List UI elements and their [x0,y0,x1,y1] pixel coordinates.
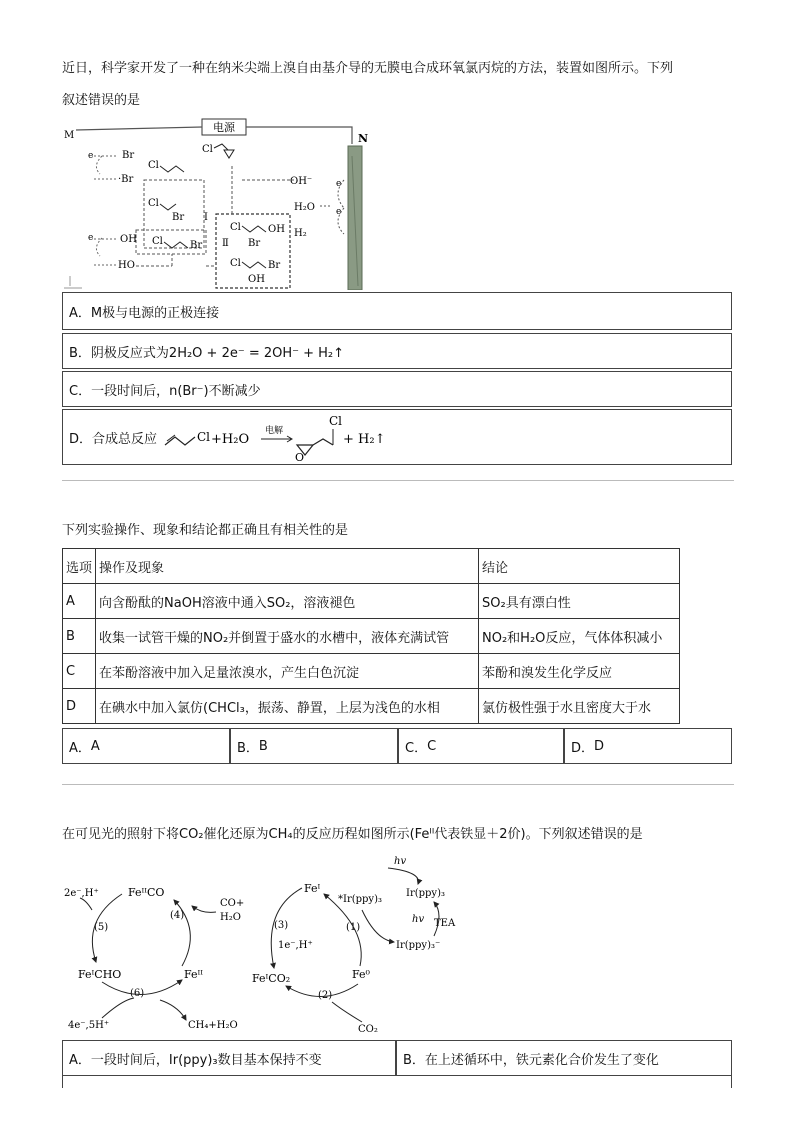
svg-text:(4): (4) [170,910,185,921]
svg-text:hv: hv [412,914,425,925]
oh-minus-label: OH⁻ [290,176,313,187]
svg-text:·Br: ·Br [118,174,134,185]
q2-option-b[interactable]: B． B [230,728,398,764]
svg-text:Br: Br [172,212,185,223]
svg-text:Ir(ppy)₃: Ir(ppy)₃ [406,888,445,899]
svg-text:Ir(ppy)₃⁻: Ir(ppy)₃⁻ [396,940,441,951]
reaction-equation [161,411,461,463]
svg-text:Cl: Cl [148,198,159,209]
q2-stem: 下列实验操作、现象和结论都正确且有相关性的是 [62,523,349,538]
svg-text:*Ir(ppy)₃: *Ir(ppy)₃ [338,894,382,905]
svg-text:Cl: Cl [329,414,343,428]
table-header-row: 选项 操作及现象 结论 [63,549,680,584]
svg-text:Cl: Cl [197,430,211,444]
power-label: 电源 [213,121,235,134]
svg-text:HO: HO [118,260,135,271]
svg-text:(1): (1) [346,922,361,933]
q2-option-a[interactable]: A． A [62,728,230,764]
svg-text:OH: OH [120,234,137,245]
table-row: D 在碘水中加入氯仿(CHCl₃，振荡、静置，上层为浅色的水相 氯仿极性强于水且密度大于水 [63,689,680,724]
svg-text:Br: Br [248,238,261,249]
svg-text:电解: 电解 [265,426,284,436]
svg-text:Feᴵᴵ: Feᴵᴵ [184,968,204,981]
svg-text:Br: Br [190,240,203,251]
svg-text:TEA: TEA [434,918,456,929]
q3-option-b[interactable]: B． 在上述循环中，铁元素化合价发生了变化 [396,1040,732,1076]
option-box-continuation [62,1076,732,1088]
svg-text:Fe⁰: Fe⁰ [352,968,370,981]
svg-text:e: e [336,207,342,217]
divider [62,784,734,785]
svg-text:OH: OH [248,274,265,285]
svg-text:Feᴵ: Feᴵ [304,882,321,895]
table-row: C 在苯酚溶液中加入足量浓溴水，产生白色沉淀 苯酚和溴发生化学反应 [63,654,680,689]
q1-option-a[interactable]: A． M极与电源的正极连接 [62,292,732,330]
svg-text:Ⅱ: Ⅱ [222,238,229,249]
svg-text:OH: OH [268,224,285,235]
svg-text:e: e [336,179,342,189]
q1-stem-line1: 近日，科学家开发了一种在纳米尖端上溴自由基介导的无膜电合成环氧氯丙烷的方法，装置如图所示。下列 [62,61,674,76]
svg-text:Cl: Cl [148,160,159,171]
svg-text:FeᴵCHO: FeᴵCHO [78,968,122,981]
svg-text:Cl: Cl [202,144,213,155]
svg-text:H₂O: H₂O [220,912,241,923]
svg-text:CO₂: CO₂ [358,1024,378,1035]
svg-text:e: e [88,151,94,161]
q2-option-c[interactable]: C． C [398,728,564,764]
svg-text:FeᴵᴵCO: FeᴵᴵCO [128,886,165,899]
svg-text:Br: Br [122,150,135,161]
svg-text:H₂O: H₂O [294,202,315,213]
svg-text:2e⁻,H⁺: 2e⁻,H⁺ [64,888,99,899]
electrolysis-diagram [62,116,382,290]
q2-option-d[interactable]: D． D [564,728,732,764]
svg-text:Cl: Cl [230,222,241,233]
q1-option-d[interactable]: D． 合成总反应 Cl +H₂O 电解 O Cl + H₂↑ [62,409,732,465]
q1-option-c[interactable]: C． 一段时间后，n(Br⁻)不断减少 [62,371,732,407]
q3-stem: 在可见光的照射下将CO₂催化还原为CH₄的反应历程如图所示(Feᴵᴵ代表铁显＋2价)。下列叙述错误的是 [62,827,643,842]
svg-text:e: e [88,233,94,243]
svg-text:+ H₂↑: + H₂↑ [343,432,386,447]
svg-text:1e⁻,H⁺: 1e⁻,H⁺ [278,940,313,951]
svg-text:Cl: Cl [230,258,241,269]
svg-text:+H₂O: +H₂O [211,432,250,447]
photocatalysis-cycle-diagram [62,850,502,1036]
svg-text:(6): (6) [130,988,145,999]
table-row: B 收集一试管干燥的NO₂并倒置于盛水的水槽中，液体充满试管 NO₂和H₂O反应，气体体积减小 [63,619,680,654]
svg-text:(2): (2) [318,990,333,1001]
electrode-n-label: N [358,132,369,145]
svg-text:CO+: CO+ [220,898,245,909]
svg-text:Br: Br [268,260,281,271]
svg-text:(5): (5) [94,922,109,933]
svg-text:H₂: H₂ [294,228,307,239]
svg-text:CH₄+H₂O: CH₄+H₂O [188,1020,238,1031]
svg-text:4e⁻,5H⁺: 4e⁻,5H⁺ [68,1020,110,1031]
svg-text:Cl: Cl [152,236,163,247]
q3-option-a[interactable]: A． 一段时间后，Ir(ppy)₃数目基本保持不变 [62,1040,396,1076]
svg-text:O: O [295,451,305,463]
q1-option-b[interactable]: B． 阴极反应式为2H₂O + 2e⁻ = 2OH⁻ + H₂↑ [62,333,732,369]
svg-text:hv: hv [394,856,407,867]
electrode-m-label: M [64,130,75,141]
table-row: A 向含酚酞的NaOH溶液中通入SO₂，溶液褪色 SO₂具有漂白性 [63,584,680,619]
svg-text:(3): (3) [274,920,289,931]
divider [62,480,734,481]
svg-text:FeᴵCO₂: FeᴵCO₂ [252,972,291,985]
q1-stem-line2: 叙述错误的是 [62,93,141,108]
experiment-table [62,548,680,724]
svg-text:Ⅰ: Ⅰ [204,212,208,223]
